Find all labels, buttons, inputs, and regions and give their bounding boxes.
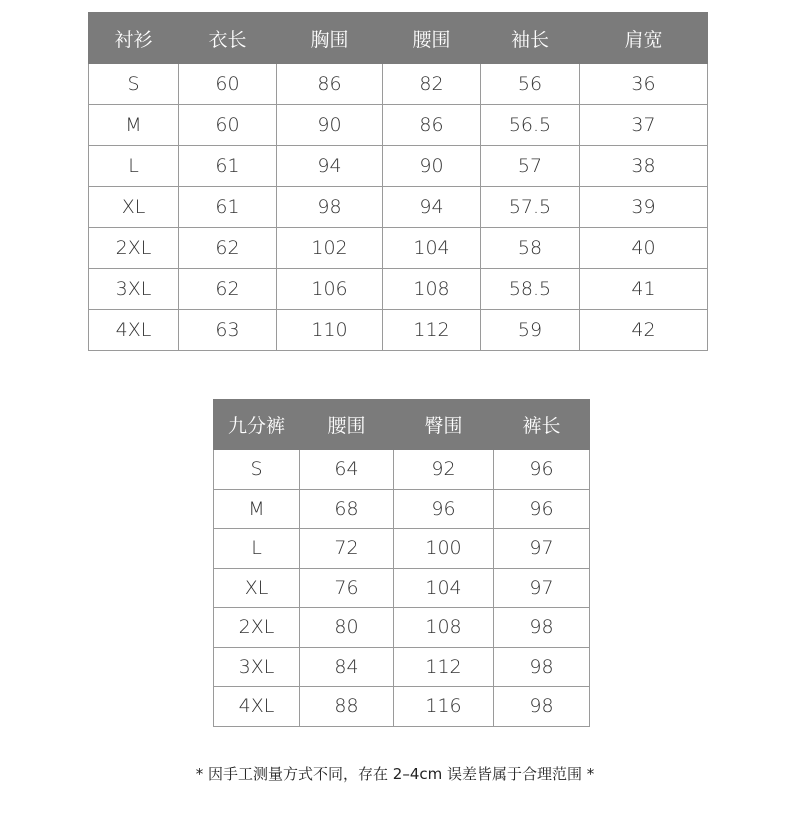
table-cell: 64	[300, 450, 394, 490]
table-cell: 80	[300, 608, 394, 648]
table-row	[89, 310, 708, 351]
table-row	[214, 608, 590, 648]
table-cell: 90	[277, 105, 383, 146]
table-row	[214, 489, 590, 529]
table-cell: 97	[494, 568, 590, 608]
table-cell: M	[89, 105, 179, 146]
shirt-header-cell: 胸围	[277, 13, 383, 64]
pants-header-cell: 裤长	[494, 400, 590, 450]
pants-header-cell: 臀围	[394, 400, 494, 450]
table-cell: 63	[179, 310, 277, 351]
table-row	[89, 187, 708, 228]
pants-header-row	[214, 400, 590, 450]
table-row	[89, 228, 708, 269]
table-row	[214, 529, 590, 569]
shirt-header-cell: 腰围	[383, 13, 481, 64]
table-cell: 82	[383, 64, 481, 105]
table-cell: 40	[580, 228, 708, 269]
table-cell: 76	[300, 568, 394, 608]
table-cell: 72	[300, 529, 394, 569]
table-cell: 104	[394, 568, 494, 608]
measurement-note: * 因手工测量方式不同，存在 2–4cm 误差皆属于合理范围 *	[195, 765, 595, 783]
table-cell: 3XL	[89, 269, 179, 310]
table-cell: 102	[277, 228, 383, 269]
table-cell: 39	[580, 187, 708, 228]
shirt-header-cell: 肩宽	[580, 13, 708, 64]
shirt-header-cell: 衬衫	[89, 13, 179, 64]
table-cell: 108	[383, 269, 481, 310]
table-cell: 96	[394, 489, 494, 529]
pants-header-cell: 九分裤	[214, 400, 300, 450]
table-cell: 41	[580, 269, 708, 310]
table-cell: 98	[494, 608, 590, 648]
table-cell: 98	[494, 647, 590, 687]
pants-header-cell: 腰围	[300, 400, 394, 450]
table-cell: M	[214, 489, 300, 529]
table-cell: 60	[179, 64, 277, 105]
table-cell: 90	[383, 146, 481, 187]
table-row	[214, 450, 590, 490]
table-cell: 61	[179, 146, 277, 187]
table-cell: 56	[481, 64, 580, 105]
table-cell: 62	[179, 228, 277, 269]
table-cell: 110	[277, 310, 383, 351]
table-cell: 3XL	[214, 647, 300, 687]
table-cell: 42	[580, 310, 708, 351]
table-cell: 96	[494, 450, 590, 490]
table-cell: XL	[89, 187, 179, 228]
table-row	[89, 146, 708, 187]
shirt-header-cell: 袖长	[481, 13, 580, 64]
table-cell: 98	[277, 187, 383, 228]
table-cell: S	[214, 450, 300, 490]
table-row	[89, 269, 708, 310]
table-cell: 116	[394, 687, 494, 727]
table-cell: 104	[383, 228, 481, 269]
table-row	[214, 687, 590, 727]
table-cell: 86	[383, 105, 481, 146]
table-cell: 94	[277, 146, 383, 187]
table-cell: 37	[580, 105, 708, 146]
table-cell: 36	[580, 64, 708, 105]
table-cell: 68	[300, 489, 394, 529]
table-cell: 56.5	[481, 105, 580, 146]
table-cell: 106	[277, 269, 383, 310]
shirt-size-table	[88, 12, 708, 351]
table-cell: L	[89, 146, 179, 187]
table-cell: 86	[277, 64, 383, 105]
table-cell: 60	[179, 105, 277, 146]
table-cell: 4XL	[89, 310, 179, 351]
table-cell: 100	[394, 529, 494, 569]
table-cell: 88	[300, 687, 394, 727]
table-cell: 59	[481, 310, 580, 351]
table-cell: 38	[580, 146, 708, 187]
table-row	[214, 647, 590, 687]
table-cell: 112	[383, 310, 481, 351]
table-cell: 61	[179, 187, 277, 228]
table-cell: 4XL	[214, 687, 300, 727]
table-cell: 57	[481, 146, 580, 187]
shirt-header-row	[89, 13, 708, 64]
table-cell: 2XL	[214, 608, 300, 648]
table-row	[214, 568, 590, 608]
table-cell: 58	[481, 228, 580, 269]
table-cell: 97	[494, 529, 590, 569]
table-cell: 2XL	[89, 228, 179, 269]
table-cell: 62	[179, 269, 277, 310]
table-cell: 94	[383, 187, 481, 228]
table-cell: 57.5	[481, 187, 580, 228]
table-cell: 58.5	[481, 269, 580, 310]
table-cell: 112	[394, 647, 494, 687]
table-cell: 108	[394, 608, 494, 648]
table-cell: L	[214, 529, 300, 569]
table-cell: XL	[214, 568, 300, 608]
table-cell: 84	[300, 647, 394, 687]
table-row	[89, 64, 708, 105]
shirt-header-cell: 衣长	[179, 13, 277, 64]
pants-size-table	[213, 399, 590, 727]
table-cell: S	[89, 64, 179, 105]
table-cell: 98	[494, 687, 590, 727]
table-cell: 96	[494, 489, 590, 529]
table-cell: 92	[394, 450, 494, 490]
table-row	[89, 105, 708, 146]
